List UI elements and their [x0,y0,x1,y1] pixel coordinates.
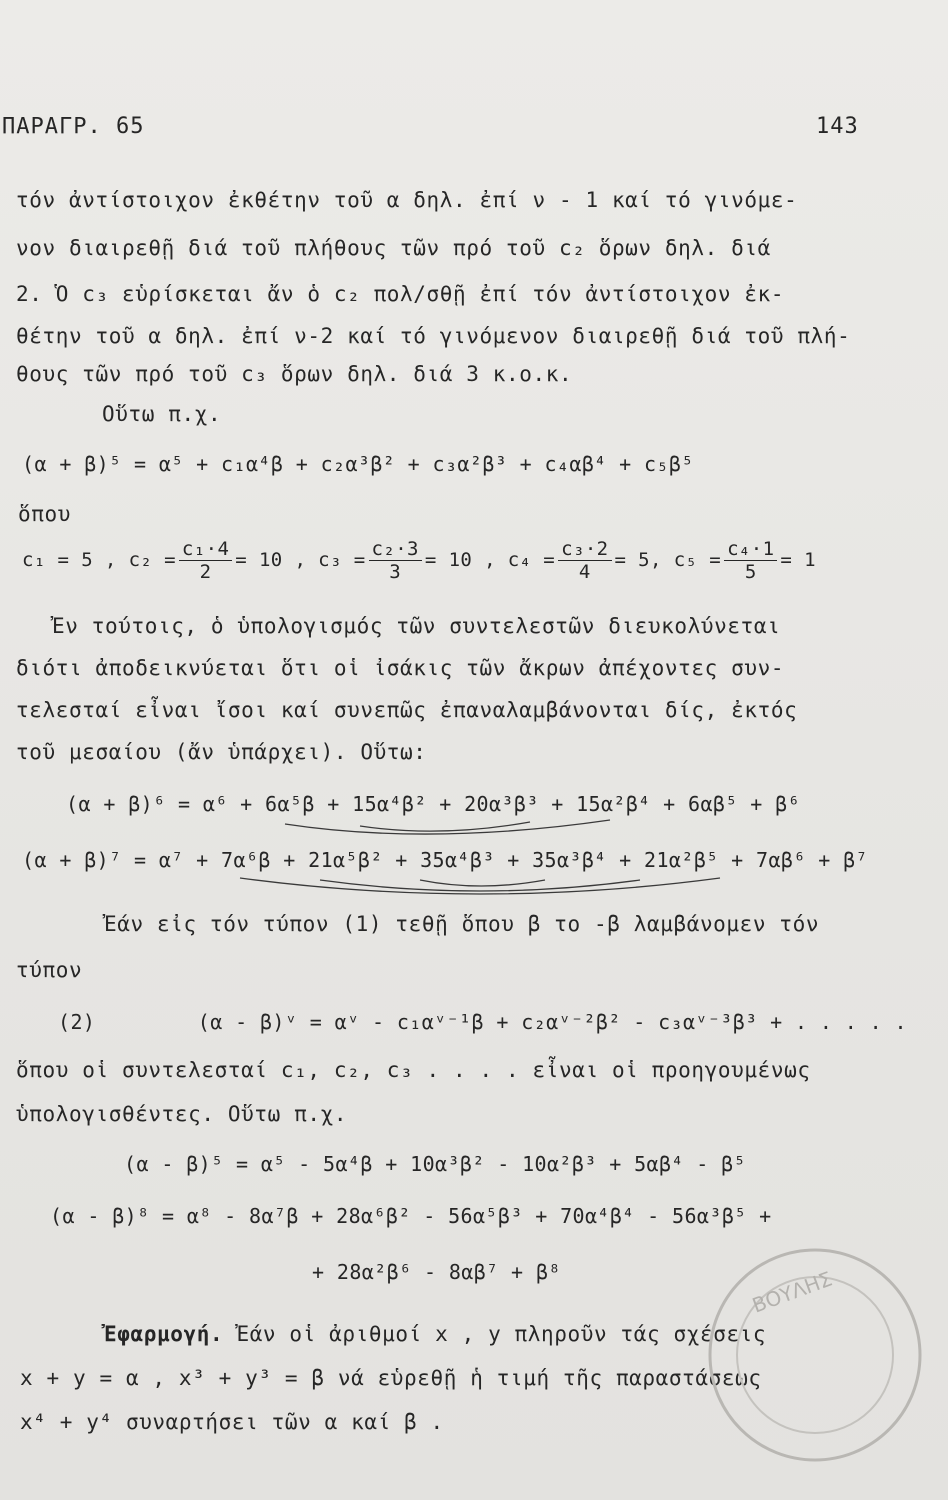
text-line: νον διαιρεθῇ διά τοῦ πλήθους τῶν πρό τοῦ c₂ ὅρων δηλ. διά [16,236,771,260]
coef-c5-denominator: 5 [744,561,757,583]
text-line: τελεσταί εἶναι ἴσοι καί συνεπῶς ἐπαναλαμβάνονται δίς, ἐκτός [16,698,798,722]
expansion-minus-8: (α - β)⁸ = α⁸ - 8α⁷β + 28α⁶β² - 56α⁵β³ + 70α⁴β⁴ - 56α³β⁵ + [50,1204,772,1228]
binomial-5-equation: (α + β)⁵ = α⁵ + c₁α⁴β + c₂α³β² + c₃α²β³ + c₄αβ⁴ + c₅β⁵ [22,452,694,476]
application-text: Ἐάν οἱ ἀριθμοί x , y πληροῦν τάς σχέσεις [223,1322,767,1346]
stamp-text: ΒΟΥΛΗΣ [748,1266,836,1318]
text-line: θους τῶν πρό τοῦ c₃ ὅρων δηλ. διά 3 κ.ο.κ. [16,362,573,386]
coef-c4-lhs: c₄ = [507,549,556,571]
coef-c2-value: = 10 , [235,549,307,571]
text-line: θέτην τοῦ α δηλ. ἐπί ν-2 καί τό γινόμενον διαιρεθῇ διά τοῦ πλή- [16,324,851,348]
expansion-6: (α + β)⁶ = α⁶ + 6α⁵β + 15α⁴β² + 20α³β³ + 15α²β⁴ + 6αβ⁵ + β⁶ [66,792,801,816]
coef-c5-lhs: c₅ = [673,549,722,571]
text-line: τοῦ μεσαίου (ἄν ὑπάρχει). Οὕτω: [16,740,427,764]
text-line: x + y = α , x³ + y³ = β νά εὑρεθῇ ἡ τιμή τῆς παραστάσεως [20,1366,762,1390]
formula-2-label: (2) [58,1010,96,1034]
text-line: ὑπολογισθέντες. Οὕτω π.χ. [16,1102,348,1126]
arc-line [420,880,545,886]
coef-c3-lhs: c₃ = [318,549,366,571]
text-line: Ἐάν εἰς τόν τύπον (1) τεθῇ ὅπου β το -β λαμβάνομεν τόν [104,912,820,936]
coef-c4-numerator: c₃·2 [558,538,611,561]
text-line: τόν ἀντίστοιχον ἐκθέτην τοῦ α δηλ. ἐπί ν - 1 καί τό γινόμε- [16,188,798,212]
coef-c4-denominator: 4 [578,561,591,583]
page-number: 143 [816,114,859,139]
coef-c3-numerator: c₂·3 [369,538,422,561]
coef-c2-lhs: c₂ = [128,549,176,571]
opou-label: ὅπου [18,502,71,526]
expansion-minus-8-cont: + 28α²β⁶ - 8αβ⁷ + β⁸ [312,1260,561,1284]
coef-c3-value: = 10 , [424,549,496,571]
formula-2-body: (α - β)ᵛ = αᵛ - c₁αᵛ⁻¹β + c₂αᵛ⁻²β² - c₃αᵛ⁻³β³ + . . . . . [197,1010,907,1034]
text-line: διότι ἀποδεικνύεται ὅτι οἱ ἰσάκις τῶν ἄκρων ἀπέχοντες συν- [16,656,785,680]
arc-line [285,820,610,834]
text-line: x⁴ + y⁴ συναρτήσει τῶν α καί β . [20,1410,444,1434]
application-label: Ἐφαρμογή. [104,1322,224,1346]
coef-c2-numerator: c₁·4 [179,538,232,561]
library-stamp [700,1240,930,1470]
text-line: τύπον [16,958,83,982]
coef-c1: c₁ = 5 , [22,549,117,571]
expansion-minus-5: (α - β)⁵ = α⁵ - 5α⁴β + 10α³β² - 10α²β³ + 5αβ⁴ - β⁵ [124,1152,747,1176]
arc-line [360,822,530,831]
formula-2 [58,1010,907,1034]
example-label: Οὕτω π.χ. [102,402,222,426]
section-header: ΠΑΡΑΓΡ. 65 [2,114,145,139]
coef-c3-denominator: 3 [389,561,402,583]
text-line: Ἐν τούτοις, ὁ ὑπολογισμός τῶν συντελεστῶν διευκολύνεται [52,614,781,638]
coef-c5-value: = 1 [780,549,816,571]
coef-c5-numerator: c₄·1 [724,538,777,561]
text-line: 2. Ὁ c₃ εὑρίσκεται ἄν ὁ c₂ πολ/σθῇ ἐπί τόν ἀντίστοιχον ἐκ- [16,282,785,306]
coef-c2-denominator: 2 [199,561,212,583]
coef-c4-value: = 5, [614,549,662,571]
text-line: ὅπου οἱ συντελεσταί c₁, c₂, c₃ . . . . εἶναι οἱ προηγουμένως [16,1058,811,1082]
expansion-7: (α + β)⁷ = α⁷ + 7α⁶β + 21α⁵β² + 35α⁴β³ + 35α³β⁴ + 21α²β⁵ + 7αβ⁶ + β⁷ [22,848,868,872]
application-line [104,1322,766,1346]
